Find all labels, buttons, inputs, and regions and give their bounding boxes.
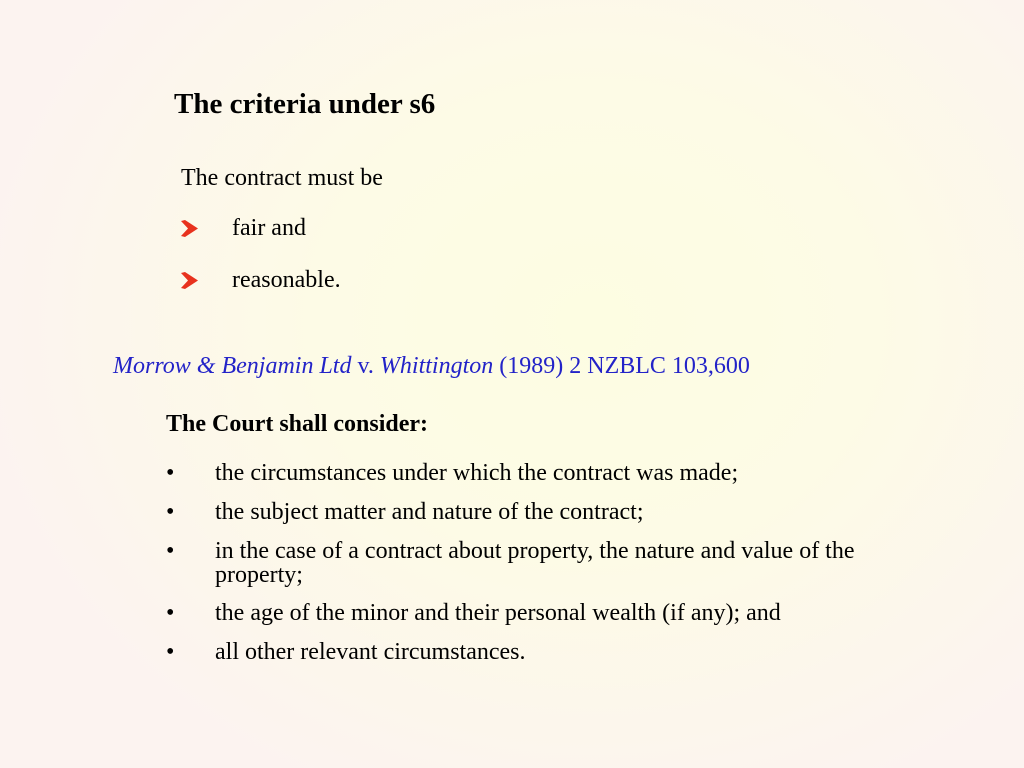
bullet-dot: • — [166, 600, 175, 626]
considerations-list — [166, 461, 866, 678]
consideration-text: the age of the minor and their personal wealth (if any); and — [215, 600, 781, 626]
bullet-dot: • — [166, 538, 175, 564]
case-citation — [113, 351, 750, 381]
bullet-dot: • — [166, 639, 175, 665]
consideration-text: in the case of a contract about property, the nature and value of the property; — [215, 538, 855, 588]
court-heading: The Court shall consider: — [166, 411, 429, 437]
consideration-text: all other relevant circumstances. — [215, 639, 526, 665]
bullet-dot: • — [166, 499, 175, 525]
arrow-bullet-icon — [181, 213, 205, 243]
consideration-item — [166, 601, 866, 625]
citation-reference: (1989) 2 NZBLC 103,600 — [493, 353, 750, 379]
consideration-text: the subject matter and nature of the contract; — [215, 499, 644, 525]
bullet-dot: • — [166, 460, 175, 486]
consideration-text: the circumstances under which the contract was made; — [215, 460, 739, 486]
criteria-item-label: reasonable. — [232, 267, 341, 293]
consideration-item — [166, 539, 866, 587]
citation-versus: v. — [351, 353, 380, 379]
citation-party-2: Whittington — [379, 353, 494, 379]
consideration-item — [166, 640, 866, 664]
consideration-item — [166, 461, 866, 485]
consideration-item — [166, 500, 866, 524]
slide-title: The criteria under s6 — [174, 88, 436, 120]
intro-text: The contract must be — [181, 165, 383, 191]
criteria-item-label: fair and — [232, 215, 306, 241]
arrow-bullet-icon — [181, 265, 205, 295]
citation-party-1: Morrow & Benjamin Ltd — [113, 353, 352, 379]
